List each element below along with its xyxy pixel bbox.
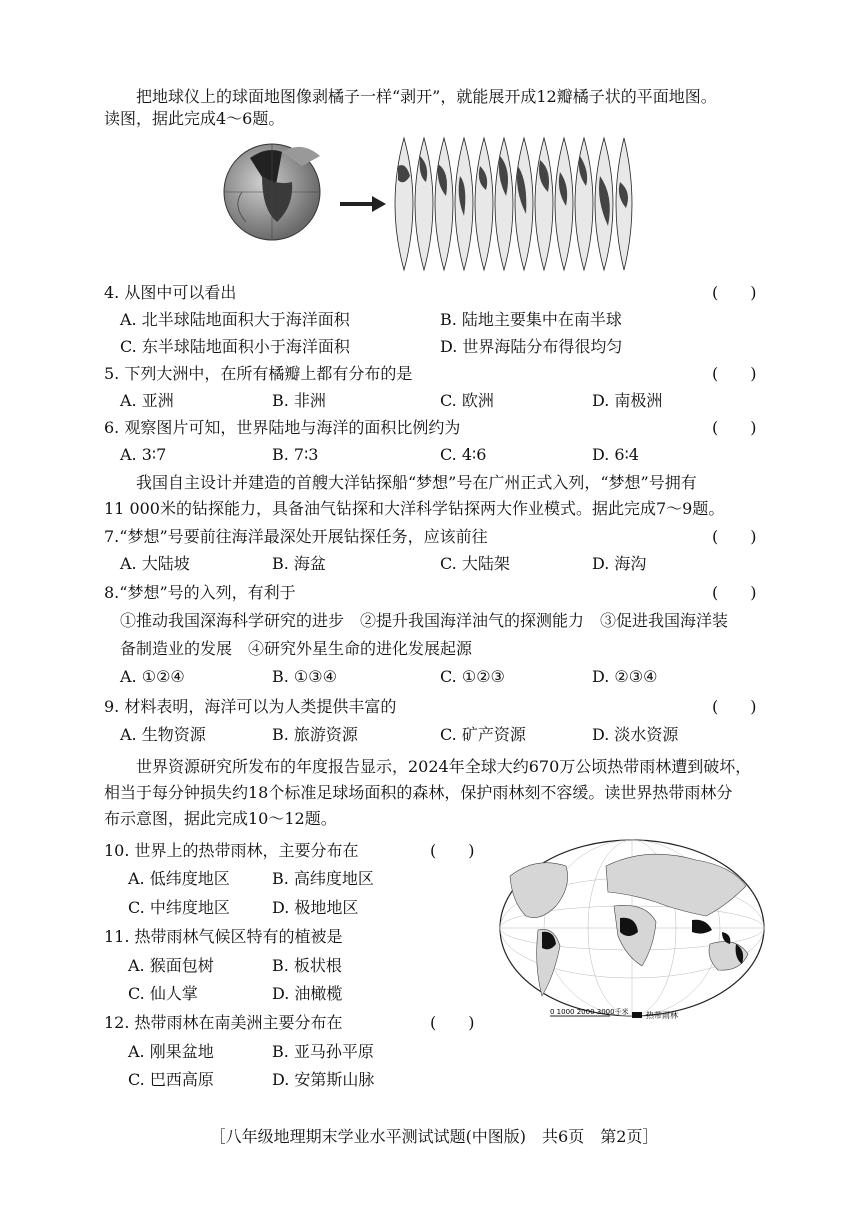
q7-option-b[interactable]: B. 海盆 [272, 554, 326, 573]
q4-option-d[interactable]: D. 世界海陆分布得很均匀 [440, 337, 623, 356]
intro1-line2: 读图，据此完成4～6题。 [104, 109, 285, 128]
intro3-line1: 世界资源研究所发布的年度报告显示，2024年全球大约670万公顷热带雨林遭到破坏， [136, 757, 752, 776]
q12-option-d[interactable]: D. 安第斯山脉 [272, 1070, 375, 1089]
q11-option-c[interactable]: C. 仙人掌 [128, 984, 198, 1003]
q12-option-c[interactable]: C. 巴西高原 [128, 1070, 214, 1089]
q4-answer-paren[interactable]: ( ) [712, 283, 757, 302]
intro2-line2: 11 000米的钻探能力，具备油气钻探和大洋科学钻探两大作业模式。据此完成7～9题。 [104, 499, 725, 518]
q11-option-b[interactable]: B. 板状根 [272, 956, 342, 975]
q5-answer-paren[interactable]: ( ) [712, 364, 757, 383]
q10-option-d[interactable]: D. 极地地区 [272, 898, 359, 917]
q10-option-b[interactable]: B. 高纬度地区 [272, 869, 374, 888]
q7-option-d[interactable]: D. 海沟 [592, 554, 647, 573]
legend-rainforest-label: 热带雨林 [646, 1011, 678, 1020]
map-scale-label: 0 1000 2000 3000千米 [550, 1008, 629, 1016]
page-footer: ［八年级地理期末学业水平测试试题(中图版) 共6页 第2页］ [209, 1127, 659, 1146]
q7-option-c[interactable]: C. 大陆架 [440, 554, 510, 573]
world-rainforest-map [496, 836, 768, 1048]
q11-option-d[interactable]: D. 油橄榄 [272, 984, 343, 1003]
q9-option-b[interactable]: B. 旅游资源 [272, 725, 358, 744]
q8-statements-line1: ①推动我国深海科学研究的进步 ②提升我国海洋油气的探测能力 ③促进我国海洋装 [120, 611, 729, 630]
q9-option-a[interactable]: A. 生物资源 [120, 725, 206, 744]
q12-answer-paren[interactable]: ( ) [430, 1013, 475, 1032]
q4-option-b[interactable]: B. 陆地主要集中在南半球 [440, 310, 622, 329]
q5-option-d[interactable]: D. 南极洲 [592, 391, 663, 410]
q12-stem: 12. 热带雨林在南美洲主要分布在 [104, 1013, 343, 1032]
intro2-line1: 我国自主设计并建造的首艘大洋钻探船“梦想”号在广州正式入列，“梦想”号拥有 [136, 473, 697, 492]
q4-option-c[interactable]: C. 东半球陆地面积小于海洋面积 [120, 337, 350, 356]
q8-stem: 8.“梦想”号的入列，有利于 [104, 583, 296, 602]
globe-gores-figure [222, 136, 642, 272]
q5-option-c[interactable]: C. 欧洲 [440, 391, 494, 410]
q12-option-a[interactable]: A. 刚果盆地 [128, 1042, 214, 1061]
q6-answer-paren[interactable]: ( ) [712, 418, 757, 437]
q5-stem: 5. 下列大洲中，在所有橘瓣上都有分布的是 [104, 364, 413, 383]
q11-option-a[interactable]: A. 猴面包树 [128, 956, 214, 975]
q5-option-a[interactable]: A. 亚洲 [120, 391, 174, 410]
q10-option-a[interactable]: A. 低纬度地区 [128, 869, 230, 888]
q4-stem: 4. 从图中可以看出 [104, 283, 237, 302]
q7-option-a[interactable]: A. 大陆坡 [120, 554, 190, 573]
q10-stem: 10. 世界上的热带雨林，主要分布在 [104, 841, 359, 860]
q7-stem: 7.“梦想”号要前往海洋最深处开展钻探任务，应该前往 [104, 527, 488, 546]
q6-option-a[interactable]: A. 3∶7 [120, 445, 167, 464]
q12-option-b[interactable]: B. 亚马孙平原 [272, 1042, 374, 1061]
q10-answer-paren[interactable]: ( ) [430, 841, 475, 860]
q6-option-b[interactable]: B. 7∶3 [272, 445, 319, 464]
q6-stem: 6. 观察图片可知，世界陆地与海洋的面积比例约为 [104, 418, 461, 437]
q4-option-a[interactable]: A. 北半球陆地面积大于海洋面积 [120, 310, 350, 329]
q11-stem: 11. 热带雨林气候区特有的植被是 [104, 927, 343, 946]
q8-option-c[interactable]: C. ①②③ [440, 667, 505, 686]
q8-answer-paren[interactable]: ( ) [712, 583, 757, 602]
q8-option-a[interactable]: A. ①②④ [120, 667, 185, 686]
intro3-line2: 相当于每分钟损失约18个标准足球场面积的森林，保护雨林刻不容缓。读世界热带雨林分 [104, 783, 733, 802]
q5-option-b[interactable]: B. 非洲 [272, 391, 326, 410]
q6-option-c[interactable]: C. 4∶6 [440, 445, 487, 464]
q9-option-c[interactable]: C. 矿产资源 [440, 725, 526, 744]
q8-option-b[interactable]: B. ①③④ [272, 667, 337, 686]
q9-answer-paren[interactable]: ( ) [712, 697, 757, 716]
q8-option-d[interactable]: D. ②③④ [592, 667, 658, 686]
q6-option-d[interactable]: D. 6∶4 [592, 445, 639, 464]
q7-answer-paren[interactable]: ( ) [712, 527, 757, 546]
intro1-line1: 把地球仪上的球面地图像剥橘子一样“剥开”，就能展开成12瓣橘子状的平面地图。 [136, 87, 717, 106]
q9-stem: 9. 材料表明，海洋可以为人类提供丰富的 [104, 697, 397, 716]
legend-rainforest-swatch [632, 1012, 642, 1018]
q8-statements-line2: 备制造业的发展 ④研究外星生命的进化发展起源 [120, 639, 473, 658]
q10-option-c[interactable]: C. 中纬度地区 [128, 898, 230, 917]
intro3-line3: 布示意图，据此完成10～12题。 [104, 809, 337, 828]
q9-option-d[interactable]: D. 淡水资源 [592, 725, 679, 744]
